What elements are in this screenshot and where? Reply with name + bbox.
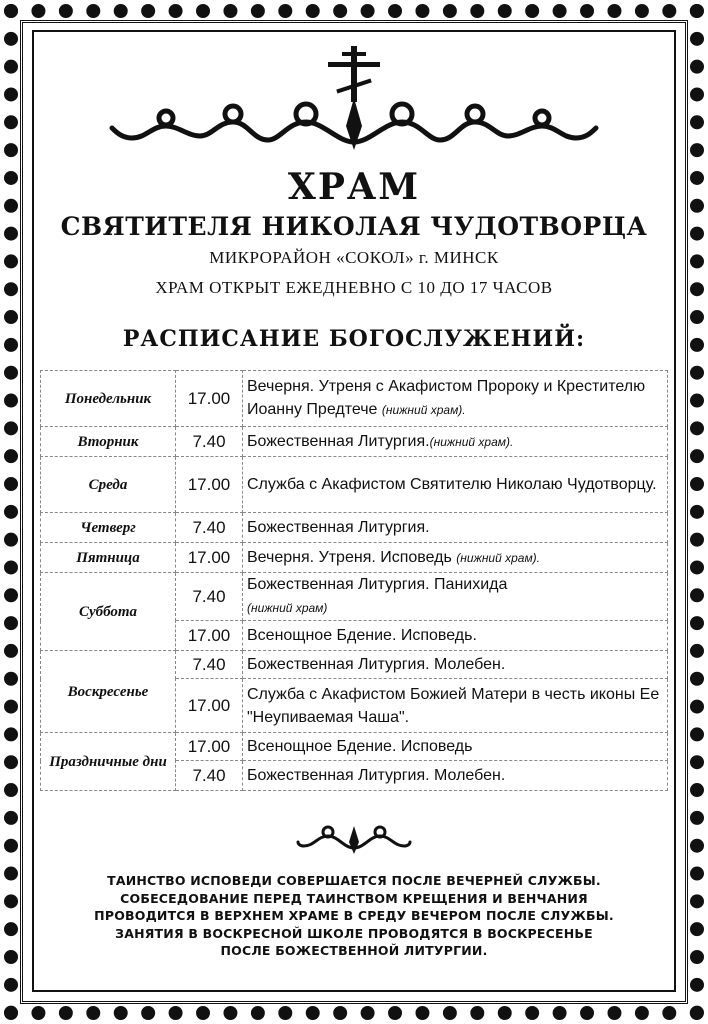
table-row: [41, 543, 668, 573]
service-note: (нижний храм).: [381, 403, 466, 417]
day-label: Пятница: [41, 543, 176, 573]
footer-line: ЗАНЯТИЯ В ВОСКРЕСНОЙ ШКОЛЕ ПРОВОДЯТСЯ В ВОСКРЕСЕНЬЕ: [115, 925, 593, 941]
table-row: [41, 427, 668, 457]
footer-line: ТАИНСТВО ИСПОВЕДИ СОВЕРШАЕТСЯ ПОСЛЕ ВЕЧЕРНЕЙ СЛУЖБЫ.: [107, 873, 601, 888]
table-row: [41, 457, 668, 513]
service-time: 17.00: [176, 457, 243, 513]
service-description: Всенощное Бдение. Исповедь.: [243, 621, 668, 651]
day-label: Четверг: [41, 513, 176, 543]
table-row: [41, 513, 668, 543]
service-description: Божественная Литургия. Молебен.: [243, 651, 668, 679]
service-description: Вечерня. Утреня. Исповедь (нижний храм).: [243, 543, 668, 573]
service-time: 17.00: [176, 543, 243, 573]
location: МИКРОРАЙОН «СОКОЛ» г. МИНСК: [209, 248, 499, 267]
opening-hours: ХРАМ ОТКРЫТ ЕЖЕДНЕВНО С 10 ДО 17 ЧАСОВ: [155, 278, 553, 297]
service-note: (нижний храм).: [429, 434, 514, 449]
service-time: 7.40: [176, 513, 243, 543]
footer-line: ПРОВОДИТСЯ В ВЕРХНЕМ ХРАМЕ В СРЕДУ ВЕЧЕРОМ ПОСЛЕ СЛУЖБЫ.: [94, 908, 614, 923]
service-time: 17.00: [176, 621, 243, 651]
schedule-title: РАСПИСАНИЕ БОГОСЛУЖЕНИЙ:: [122, 326, 586, 352]
day-label: Понедельник: [41, 371, 176, 427]
footer-notes: [60, 872, 648, 960]
day-label: Среда: [41, 457, 176, 513]
service-description: Божественная Литургия.(нижний храм).: [243, 427, 668, 457]
service-time: 17.00: [176, 733, 243, 761]
day-label: Праздничные дни: [41, 733, 176, 791]
service-time: 7.40: [176, 651, 243, 679]
footer-line: СОБЕСЕДОВАНИЕ ПЕРЕД ТАИНСТВОМ КРЕЩЕНИЯ И ВЕНЧАНИЯ: [120, 890, 588, 906]
service-time: 17.00: [176, 679, 243, 733]
scroll-ornament-icon: [108, 92, 600, 156]
service-time: 17.00: [176, 371, 243, 427]
day-label: Вторник: [41, 427, 176, 457]
service-note: (нижний храм).: [456, 550, 541, 565]
schedule-table: [40, 370, 668, 791]
service-note: (нижний храм): [247, 601, 328, 615]
service-time: 7.40: [176, 761, 243, 791]
service-description: Вечерня. Утреня с Акафистом Пророку и Крестителю Иоанну Предтече (нижний храм).: [243, 371, 668, 427]
service-description: Служба с Акафистом Святителю Николаю Чудотворцу.: [243, 457, 668, 513]
page-title: ХРАМ: [287, 166, 421, 208]
service-description: Всенощное Бдение. Исповедь: [243, 733, 668, 761]
footer-line: ПОСЛЕ БОЖЕСТВЕННОЙ ЛИТУРГИИ.: [220, 943, 488, 958]
service-description: Божественная Литургия. Панихида (нижний храм): [243, 573, 668, 621]
table-row: [41, 371, 668, 427]
service-time: 7.40: [176, 573, 243, 621]
table-row: [41, 651, 668, 679]
church-name: СВЯТИТЕЛЯ НИКОЛАЯ ЧУДОТВОРЦА: [60, 212, 648, 241]
day-label: Воскресенье: [41, 651, 176, 733]
service-time: 7.40: [176, 427, 243, 457]
service-description: Божественная Литургия.: [243, 513, 668, 543]
day-label: Суббота: [41, 573, 176, 651]
table-row: [41, 573, 668, 621]
service-description: Божественная Литургия. Молебен.: [243, 761, 668, 791]
scroll-ornament-small-icon: [296, 822, 412, 858]
table-row: [41, 733, 668, 761]
service-description: Служба с Акафистом Божией Матери в честь иконы Ее "Неупиваемая Чаша".: [243, 679, 668, 733]
